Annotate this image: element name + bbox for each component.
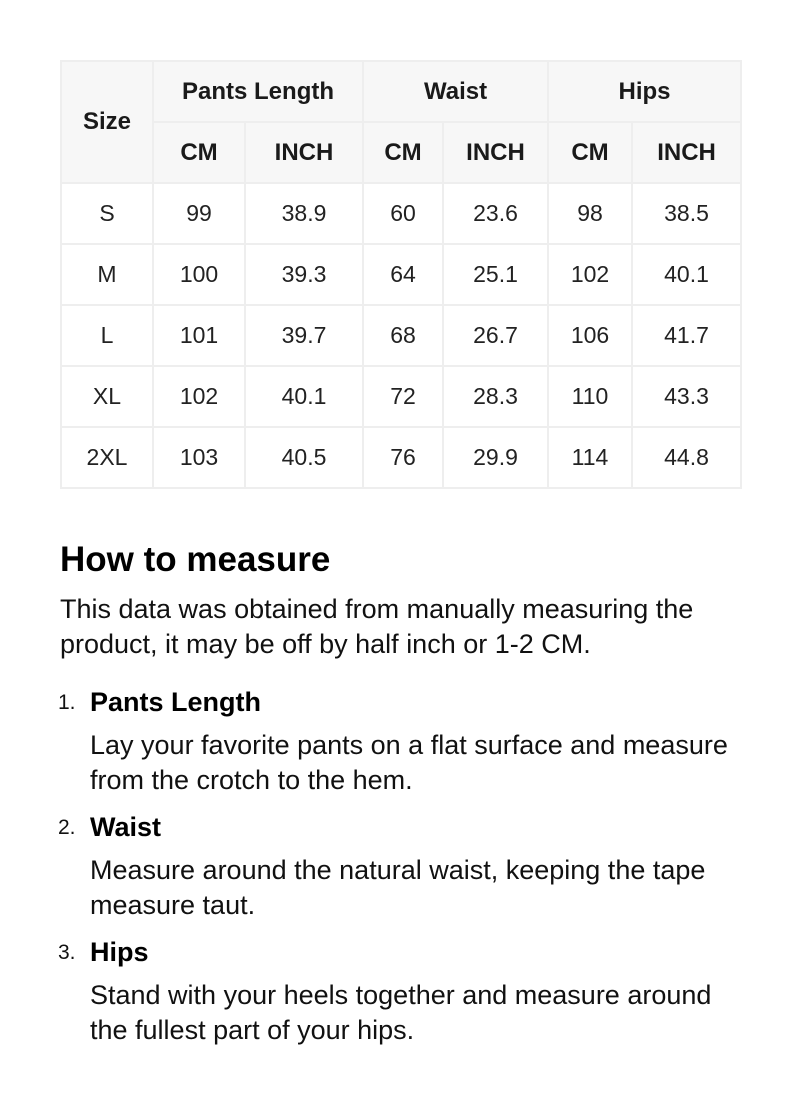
unit-header: INCH [245, 122, 363, 183]
unit-header: INCH [632, 122, 741, 183]
size-cell: S [61, 183, 153, 244]
measurement-cell: 25.1 [443, 244, 548, 305]
measurement-cell: 64 [363, 244, 443, 305]
how-to-measure-intro: This data was obtained from manually measuring the product, it may be off by half inch or 1-2 CM. [60, 594, 694, 659]
step-title: Waist [90, 812, 162, 842]
step-description: Stand with your heels together and measure around the fullest part of your hips. [90, 980, 712, 1045]
measurement-cell: 99 [153, 183, 245, 244]
measurement-cell: 40.1 [632, 244, 741, 305]
step-title: Hips [90, 937, 149, 967]
measurement-cell: 72 [363, 366, 443, 427]
measurement-cell: 40.5 [245, 427, 363, 488]
unit-header: CM [153, 122, 245, 183]
measure-steps-list [60, 684, 750, 1048]
measurement-cell: 68 [363, 305, 443, 366]
how-to-measure-section [60, 538, 750, 1059]
group-header-waist: Waist [363, 61, 548, 122]
measurement-cell: 114 [548, 427, 632, 488]
measurement-cell: 100 [153, 244, 245, 305]
step-number: 3. [58, 941, 76, 964]
step-title: Pants Length [90, 687, 262, 717]
measurement-cell: 39.7 [245, 305, 363, 366]
measurement-cell: 102 [153, 366, 245, 427]
size-cell: L [61, 305, 153, 366]
measurement-cell: 43.3 [632, 366, 741, 427]
measurement-cell: 103 [153, 427, 245, 488]
measurement-cell: 60 [363, 183, 443, 244]
size-column-header: Size [61, 61, 153, 183]
measure-step [60, 809, 750, 923]
measurement-cell: 101 [153, 305, 245, 366]
table-header-group-row [61, 61, 741, 122]
measurement-cell: 98 [548, 183, 632, 244]
table-row [61, 427, 741, 488]
size-table-body [61, 183, 741, 488]
measurement-cell: 44.8 [632, 427, 741, 488]
size-cell: 2XL [61, 427, 153, 488]
step-number: 2. [58, 816, 76, 839]
measurement-cell: 28.3 [443, 366, 548, 427]
table-header-unit-row [61, 122, 741, 183]
size-cell: XL [61, 366, 153, 427]
step-description: Measure around the natural waist, keeping the tape measure taut. [90, 855, 706, 920]
measurement-cell: 106 [548, 305, 632, 366]
measurement-cell: 26.7 [443, 305, 548, 366]
group-header-hips: Hips [548, 61, 741, 122]
table-row [61, 244, 741, 305]
size-cell: M [61, 244, 153, 305]
measurement-cell: 40.1 [245, 366, 363, 427]
how-to-measure-title: How to measure [60, 540, 331, 579]
measurement-cell: 41.7 [632, 305, 741, 366]
measurement-cell: 39.3 [245, 244, 363, 305]
group-header-pants-length: Pants Length [153, 61, 363, 122]
measurement-cell: 38.9 [245, 183, 363, 244]
measurement-cell: 23.6 [443, 183, 548, 244]
measure-step [60, 684, 750, 798]
step-description: Lay your favorite pants on a flat surface and measure from the crotch to the hem. [90, 730, 728, 795]
size-chart-table [60, 60, 742, 489]
measure-step [60, 934, 750, 1048]
measurement-cell: 29.9 [443, 427, 548, 488]
measurement-cell: 102 [548, 244, 632, 305]
unit-header: CM [363, 122, 443, 183]
measurement-cell: 76 [363, 427, 443, 488]
table-row [61, 366, 741, 427]
measurement-cell: 110 [548, 366, 632, 427]
measurement-cell: 38.5 [632, 183, 741, 244]
step-number: 1. [58, 691, 76, 714]
unit-header: INCH [443, 122, 548, 183]
table-row [61, 305, 741, 366]
unit-header: CM [548, 122, 632, 183]
table-row [61, 183, 741, 244]
